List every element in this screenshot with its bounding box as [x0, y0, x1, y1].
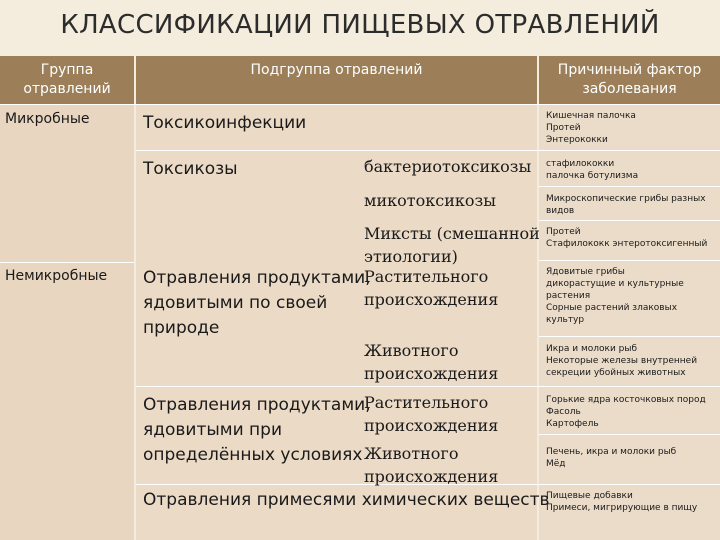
subgroup-animal-origin: Животного происхождения: [364, 444, 499, 486]
subgroup-mycotoxicoses: микотоксикозы: [364, 191, 496, 210]
page-title: КЛАССИФИКАЦИИ ПИЩЕВЫХ ОТРАВЛЕНИЙ: [60, 10, 660, 40]
subgroup-plant-origin: Растительного происхождения: [364, 393, 499, 435]
subgroup-bacteriotoxicoses: бактериотоксикозы: [364, 157, 532, 176]
row-separator: [539, 260, 720, 261]
factor-bacteriotoxicoses: стафилококки палочка ботулизма: [546, 159, 639, 181]
row-separator: [0, 262, 134, 263]
header-group: Группа отравлений: [0, 56, 134, 104]
row-separator: [0, 104, 720, 105]
factor-plant-origin: Горькие ядра косточковых пород Фасоль Картофель: [546, 395, 706, 429]
factor-plant-origin: Ядовитые грибы дикорастущие и культурные растения Сорные растений злаковых культур: [546, 267, 684, 325]
subgroup-animal-origin: Животного происхождения: [364, 341, 499, 383]
row-separator: [539, 336, 720, 337]
factor-toxicoinfections: Кишечная палочка Протей Энтерококки: [546, 111, 636, 145]
subgroup-naturally-poisonous: Отравления продуктами, ядовитыми по своей природе: [143, 268, 371, 338]
group-microbial: Микробные: [5, 111, 90, 127]
row-separator: [539, 220, 720, 221]
row-separator: [539, 434, 720, 435]
subgroup-chemical-admixtures: Отравления примесями химических веществ: [143, 490, 550, 510]
header-factor: Причинный фактор заболевания: [539, 56, 720, 104]
row-separator: [539, 186, 720, 187]
column-group-bg: [0, 104, 134, 540]
subgroup-toxicoses: Токсикозы: [143, 159, 238, 179]
group-nonmicrobial: Немикробные: [5, 268, 108, 284]
factor-animal-origin: Икра и молоки рыб Некоторые железы внутренней секреции убойных животных: [546, 344, 698, 378]
row-separator: [136, 386, 720, 387]
factor-chemical-admixtures: Пищевые добавки Примеси, мигрирующие в пищу: [546, 491, 698, 513]
subgroup-conditionally-poisonous: Отравления продуктами, ядовитыми при определённых условиях: [143, 395, 371, 465]
subgroup-mixed: Миксты (смешанной этиологии): [364, 224, 540, 266]
subgroup-plant-origin: Растительного происхождения: [364, 267, 499, 309]
row-separator: [136, 150, 720, 151]
factor-mixed: Протей Стафилококк энтеротоксигенный: [546, 227, 708, 249]
header-subgroup: Подгруппа отравлений: [136, 56, 537, 104]
factor-mycotoxicoses: Микроскопические грибы разных видов: [546, 194, 706, 216]
subgroup-toxicoinfections: Токсикоинфекции: [143, 113, 307, 133]
factor-animal-origin: Печень, икра и молоки рыб Мёд: [546, 447, 677, 469]
